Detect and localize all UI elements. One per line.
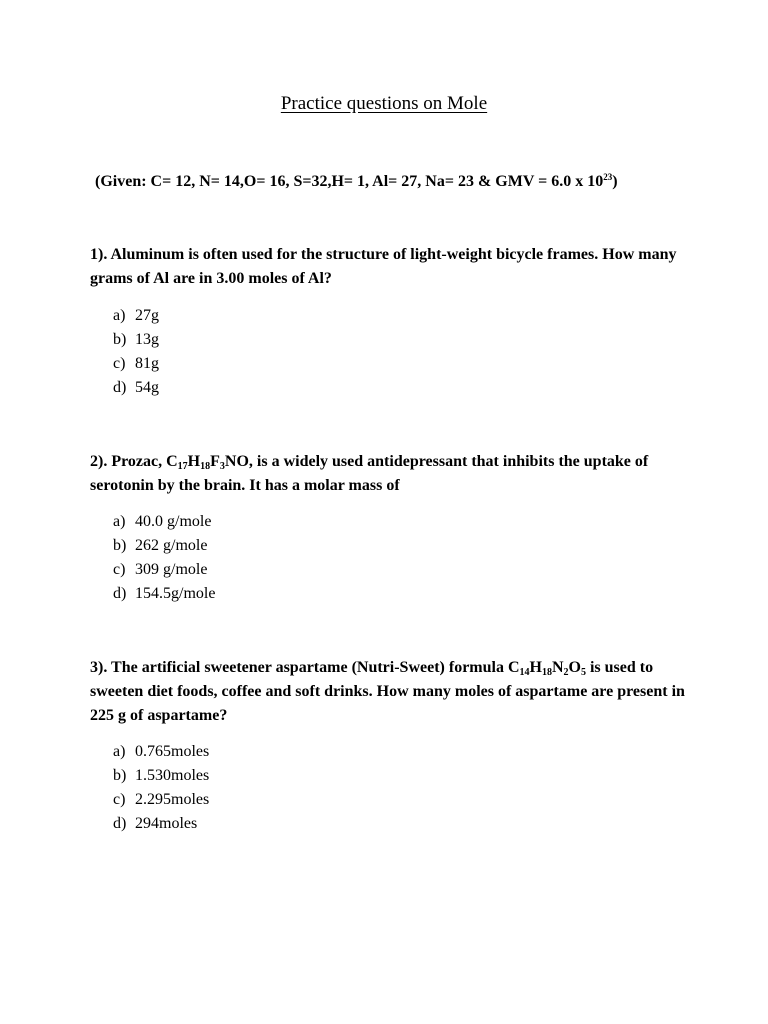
option-letter: d) [113,379,127,396]
option-text: 54g [135,379,159,396]
given-exponent: 23 [603,172,613,182]
question-2-prefix: 2). Prozac, C [90,453,178,470]
question-2-options [113,510,215,606]
option-a [113,510,215,534]
option-text: 2.295moles [135,791,210,808]
option-letter: c) [113,791,126,808]
option-text: 1.530moles [135,767,210,784]
formula-element: N [551,659,564,676]
formula-subscript: 17 [177,461,188,472]
option-text: 81g [135,355,159,372]
formula-subscript: 14 [519,667,530,678]
question-3-options [113,740,209,836]
option-text: 40.0 g/mole [135,513,212,530]
option-text: 0.765moles [135,743,210,760]
option-letter: c) [113,561,126,578]
option-text: 154.5g/mole [135,585,216,602]
question-3 [90,656,690,728]
question-3-suffix: is used to sweeten diet foods, coffee and soft drinks. How many moles of aspartame are present in 225 g of aspartame? [90,659,685,724]
option-letter: b) [113,537,127,554]
option-a [113,740,209,764]
option-text: 13g [135,331,159,348]
option-c [113,788,209,812]
option-text: 27g [135,307,159,324]
formula-subscript: 5 [580,667,586,678]
option-letter: a) [113,307,126,324]
formula-element: H [529,659,542,676]
option-letter: a) [113,513,126,530]
page-title: Practice questions on Mole [280,93,488,114]
option-d [113,376,159,400]
formula-element: F [210,453,220,470]
option-text: 262 g/mole [135,537,208,554]
given-constants [95,173,618,191]
option-text: 309 g/mole [135,561,208,578]
formula-element: H [187,453,201,470]
question-1: 1). Aluminum is often used for the structure of light-weight bicycle frames. How many grams of Al are in 3.00 moles of Al? [90,246,677,287]
option-d [113,812,209,836]
formula-element: O [568,659,581,676]
option-b [113,328,159,352]
option-text: 294moles [135,815,198,832]
option-c [113,352,159,376]
formula-subscript: 18 [541,667,552,678]
option-letter: b) [113,331,127,348]
given-text: (Given: C= 12, N= 14,O= 16, S=32,H= 1, Al= 27, Na= 23 & GMV = 6.0 x 10 [95,173,604,190]
option-d [113,582,215,606]
option-b [113,764,209,788]
option-letter: c) [113,355,126,372]
given-close: ) [612,173,618,190]
option-b [113,534,215,558]
option-letter: b) [113,767,127,784]
question-2-suffix: , is a widely used antidepressant that inhibits the uptake of serotonin by the brain. It has a molar mass of [90,453,649,494]
formula-subscript: 3 [219,461,225,472]
formula-subscript: 2 [563,667,569,678]
formula-subscript: 18 [200,461,211,472]
question-3-prefix: 3). The artificial sweetener aspartame (Nutri-Sweet) formula C [90,659,520,676]
option-letter: a) [113,743,126,760]
option-letter: d) [113,585,127,602]
option-a [113,304,159,328]
option-c [113,558,215,582]
formula-element: NO [224,453,249,470]
question-2 [90,450,690,498]
question-1-options [113,304,159,400]
option-letter: d) [113,815,127,832]
